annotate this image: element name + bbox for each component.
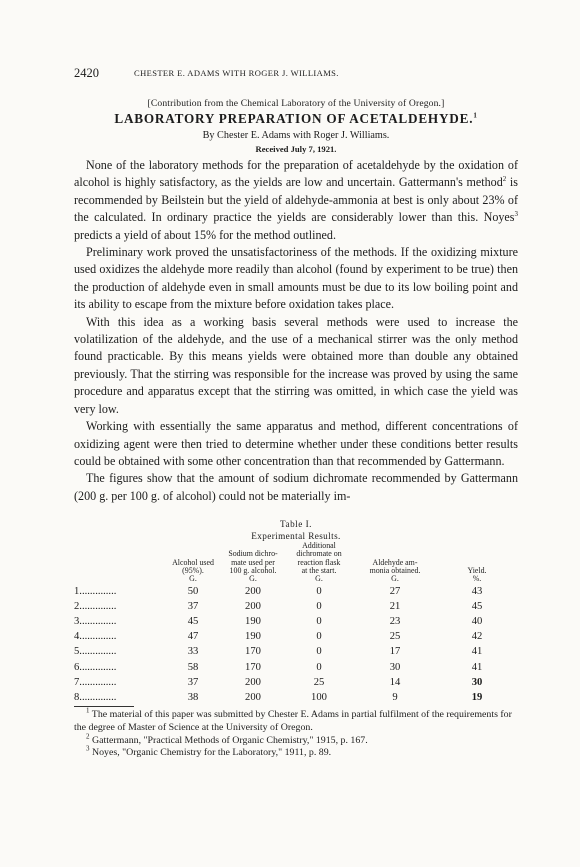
row-number: 6.............. [74,661,117,673]
cell-dichromate: 190 [245,616,261,628]
cell-aldehyde: 30 [389,661,401,673]
header-dichromate-l1: Sodium dichro- [228,549,278,559]
cell-alcohol: 37 [187,600,199,612]
header-aldehyde-l1: Aldehyde am- [372,557,418,567]
cell-aldehyde: 17 [389,646,401,658]
row-number: 7.............. [74,676,117,688]
cell-yield: 45 [471,600,483,612]
footnote-3-text: Noyes, "Organic Chemistry for the Laboratory," 1911, p. 89. [89,747,332,759]
footnote-3-mark: 3 [86,744,90,753]
table-row [74,690,518,705]
header-alcohol [164,542,222,583]
cell-aldehyde: 25 [389,631,401,643]
header-additional-l3: reaction flask [297,557,341,567]
cell-alcohol: 37 [187,676,199,688]
paragraph-1-text-a: None of the laboratory methods for the preparation of acetaldehyde by the oxidation of alcohol is highly satisfactory, as the yields are low and uncertain. Gattermann's method [74,158,518,190]
header-additional [284,542,354,583]
results-table [74,542,518,705]
cell-dichromate: 200 [245,600,261,612]
cell-additional: 25 [313,676,325,688]
table-row [74,644,518,659]
cell-yield: 42 [471,631,483,643]
journal-page [74,66,518,760]
cell-alcohol: 45 [187,616,199,628]
cell-additional: 0 [316,600,322,612]
row-number: 1.............. [74,585,117,597]
article-title [74,111,518,127]
cell-aldehyde: 9 [392,692,398,704]
byline: By Chester E. Adams with Roger J. Williams. [202,130,390,141]
footnote-1 [74,706,518,734]
header-dichromate [222,542,284,583]
header-dichromate-l3: 100 g. alcohol. [229,566,277,576]
paragraph-1-text-c: predicts a yield of about 15% for the method outlined. [74,227,336,242]
cell-alcohol: 58 [187,661,199,673]
cell-alcohol: 38 [187,692,199,704]
header-additional-l2: dichromate on [296,549,342,559]
title-footnote-mark: 1 [473,111,478,120]
cell-dichromate: 200 [245,676,261,688]
paragraph-1-text-b: is recommended by Beilstein but the yield of aldehyde-ammonia at best is only about 23% of the calculated. In ordinary practice the yields are considerably lower than this. Noyes [74,175,519,225]
table-row [74,629,518,644]
table-caption: Experimental Results. [251,531,341,542]
article-body [74,157,518,505]
page-number: 2420 [74,66,99,80]
cell-additional: 0 [316,646,322,658]
running-head: CHESTER E. ADAMS WITH ROGER J. WILLIAMS. [134,68,339,78]
footnote-2-text: Gattermann, "Practical Methods of Organic Chemistry," 1915, p. 167. [89,734,368,746]
header-alcohol-l1: Alcohol used [172,557,214,567]
footnote-ref-2: 2 [502,175,507,184]
cell-dichromate: 200 [245,585,261,597]
cell-aldehyde: 14 [389,676,401,688]
row-number: 2.............. [74,600,117,612]
table-row [74,675,518,690]
header-yield-l1: Yield. [467,566,487,576]
footnotes [74,706,518,760]
paragraph-2: Preliminary work proved the unsatisfactoriness of the methods. If the oxidizing mixture used oxidizes the aldehyde more readily than alcohol (found by experiment to be true) then the production of aldehyde even in small amounts must be due to its low boiling point and its ability to escape from the mixture before oxidation takes place. [74,245,518,312]
cell-alcohol: 50 [187,585,199,597]
cell-dichromate: 190 [245,631,261,643]
cell-aldehyde: 27 [389,585,401,597]
header-aldehyde-l2: monia obtained. [369,566,421,576]
table-row [74,584,518,599]
cell-additional: 0 [316,585,322,597]
cell-additional: 0 [316,631,322,643]
row-number: 4.............. [74,631,117,643]
header-additional-l4: at the start. [301,566,337,576]
contribution-line: [Contribution from the Chemical Laboratory of the University of Oregon.] [147,98,445,109]
footnote-3 [74,744,518,760]
footnote-rule [74,706,134,707]
cell-additional: 0 [316,616,322,628]
cell-yield: 40 [471,616,483,628]
cell-yield: 19 [471,692,483,704]
cell-aldehyde: 21 [389,600,401,612]
cell-yield: 43 [471,585,483,597]
footnote-2 [74,732,518,748]
header-row-number [74,542,164,583]
header-alcohol-l3: G. [189,574,197,584]
row-number: 3.............. [74,616,117,628]
footnote-2-mark: 2 [86,732,90,741]
header-aldehyde-l3: G. [391,574,399,584]
table-label: Table I. [280,519,312,530]
header-aldehyde [354,542,436,583]
cell-alcohol: 33 [187,646,199,658]
page-header [74,66,518,82]
cell-dichromate: 170 [245,646,261,658]
paragraph-5: The figures show that the amount of sodium dichromate recommended by Gattermann (200 g. per 100 g. of alcohol) could not be materially im- [74,471,518,503]
received-date: Received July 7, 1921. [255,144,337,154]
table-row [74,660,518,675]
cell-additional: 100 [311,692,327,704]
header-dichromate-l2: mate used per [231,557,275,567]
header-additional-l1: Additional [302,541,336,551]
article-title-text: LABORATORY PREPARATION OF ACETALDEHYDE. [114,111,474,126]
cell-dichromate: 170 [245,661,261,673]
table-row [74,614,518,629]
header-alcohol-l2: (95%). [182,566,204,576]
cell-alcohol: 47 [187,631,199,643]
paragraph-3: With this idea as a working basis several methods were used to increase the volatilization of the aldehyde, and the use of a mechanical stirrer was the only method found practicable. By this means yields were obtained more than double any obtained previously. That the stirring was responsible for the increase was proved by using the same procedure and apparatus except that the stirring was omitted, in which case the yield was very low. [74,314,518,416]
paragraph-4: Working with essentially the same apparatus and method, different concentrations of oxidizing agent were then tried to determine whether under these conditions better results could be obtained with some other concentration than that recommended by Gattermann. [74,419,518,468]
header-yield [436,542,518,583]
header-dichromate-l4: G. [249,574,257,584]
table-row [74,599,518,614]
footnote-1-text: The material of this paper was submitted by Chester E. Adams in partial fulfilment of the requirements for the degree of Master of Science at the University of Oregon. [74,709,512,733]
cell-yield: 30 [471,676,483,688]
header-additional-l5: G. [315,574,323,584]
cell-dichromate: 200 [245,692,261,704]
cell-yield: 41 [471,646,483,658]
cell-aldehyde: 23 [389,616,401,628]
footnote-ref-3: 3 [514,210,518,219]
paragraph-1 [74,157,518,244]
header-yield-l2: %. [472,574,482,584]
cell-additional: 0 [316,661,322,673]
cell-yield: 41 [471,661,483,673]
footnote-1-mark: 1 [86,706,90,715]
row-number: 5.............. [74,646,117,658]
row-number: 8.............. [74,692,117,704]
table-header-row [74,542,518,583]
